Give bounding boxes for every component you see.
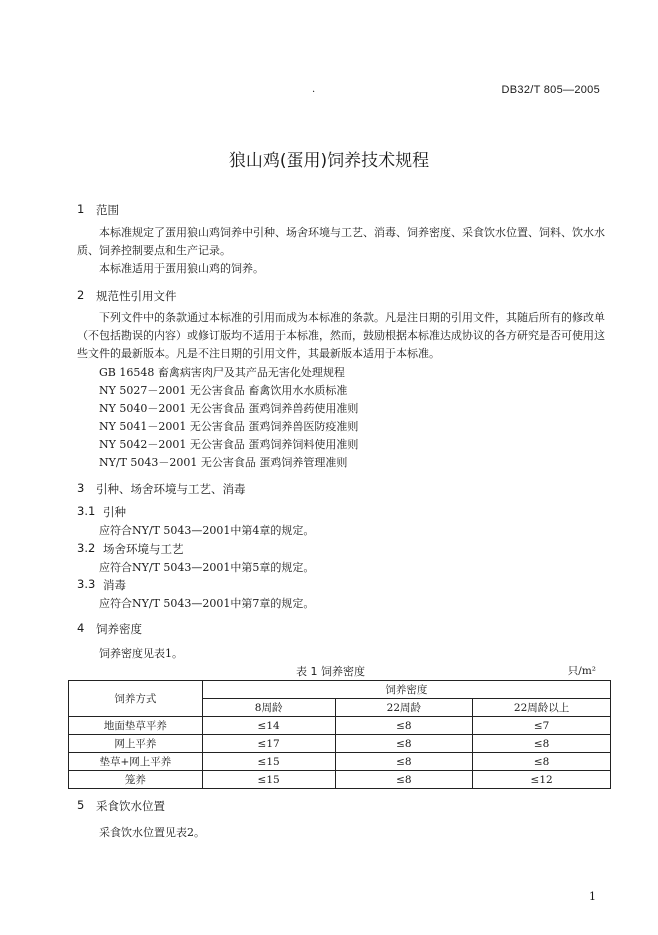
table-header-col: 8周龄 <box>202 699 335 717</box>
table-cell: ≤12 <box>473 771 611 789</box>
section-3-3-text: 应符合NY/T 5043—2001中第7章的规定。 <box>99 597 315 610</box>
section-1-paragraph-1: 本标准规定了蛋用狼山鸡饲养中引种、场舍环境与工艺、消毒、饲养密度、采食饮水位置、饲料、饮水水质、饲养控制要点和生产记录。 <box>77 226 605 257</box>
page-number: 1 <box>589 890 596 903</box>
reference-item: NY/T 5043－2001 无公害食品 蛋鸡饲养管理准则 <box>99 456 348 469</box>
feeding-density-table <box>68 680 611 789</box>
section-3-2-number: 3.2 <box>77 541 96 555</box>
section-3-2-text: 应符合NY/T 5043—2001中第5章的规定。 <box>99 561 315 574</box>
table-cell-method: 网上平养 <box>69 735 203 753</box>
section-2-number: 2 <box>77 288 85 302</box>
reference-item: NY 5041－2001 无公害食品 蛋鸡饲养兽医防疫准则 <box>99 420 359 433</box>
section-2-heading: 规范性引用文件 <box>96 289 177 303</box>
reference-item: NY 5040－2001 无公害食品 蛋鸡饲养兽药使用准则 <box>99 402 359 415</box>
table-cell: ≤17 <box>202 735 335 753</box>
section-3-3-number: 3.3 <box>77 577 96 591</box>
section-5-paragraph: 采食饮水位置见表2。 <box>99 826 205 839</box>
section-3-2-heading: 场舍环境与工艺 <box>103 542 184 556</box>
table-header-method: 饲养方式 <box>69 681 203 717</box>
table-row <box>69 771 611 789</box>
section-3-1-heading: 引种 <box>103 505 126 519</box>
table-cell: ≤15 <box>202 771 335 789</box>
table-cell-method: 笼养 <box>69 771 203 789</box>
table-cell: ≤8 <box>335 735 473 753</box>
table-cell: ≤14 <box>202 717 335 735</box>
table-cell: ≤8 <box>335 717 473 735</box>
table-cell-method: 地面垫草平养 <box>69 717 203 735</box>
section-4-heading: 饲养密度 <box>96 622 142 636</box>
table-header-col: 22周龄以上 <box>473 699 611 717</box>
table-cell: ≤7 <box>473 717 611 735</box>
table-row <box>69 753 611 771</box>
table-cell: ≤8 <box>335 753 473 771</box>
reference-item: GB 16548 畜禽病害肉尸及其产品无害化处理规程 <box>99 366 345 379</box>
table-row <box>69 717 611 735</box>
section-3-heading: 引种、场舍环境与工艺、消毒 <box>96 482 246 496</box>
section-2-paragraph-1: 下列文件中的条款通过本标准的引用而成为本标准的条款。凡是注日期的引用文件，其随后所有的修改单（不包括勘误的内容）或修订版均不适用于本标准，然而，鼓励根据本标准达成协议的各方研究是否可使用这些文件的最新版本。凡是不注日期的引用文件，其最新版本适用于本标准。 <box>77 311 605 360</box>
table-caption: 表 1 饲养密度 <box>296 665 365 678</box>
document-code: DB32/T 805—2005 <box>501 84 600 96</box>
section-1-paragraph-2: 本标准适用于蛋用狼山鸡的饲养。 <box>99 262 264 275</box>
table-cell-method: 垫草+网上平养 <box>69 753 203 771</box>
table-cell: ≤8 <box>473 753 611 771</box>
section-5-heading: 采食饮水位置 <box>96 799 165 813</box>
section-3-1-text: 应符合NY/T 5043—2001中第4章的规定。 <box>99 524 315 537</box>
section-3-number: 3 <box>77 481 85 495</box>
section-1-heading: 范围 <box>96 203 119 217</box>
section-4-paragraph: 饲养密度见表1。 <box>99 647 183 660</box>
table-cell: ≤15 <box>202 753 335 771</box>
table-cell: ≤8 <box>473 735 611 753</box>
table-header-density: 饲养密度 <box>202 681 610 699</box>
reference-item: NY 5042－2001 无公害食品 蛋鸡饲养饲料使用准则 <box>99 438 359 451</box>
section-5-number: 5 <box>77 798 85 812</box>
table-cell: ≤8 <box>335 771 473 789</box>
table-row <box>69 735 611 753</box>
document-title: 狼山鸡(蛋用)饲养技术规程 <box>228 151 430 171</box>
reference-item: NY 5027－2001 无公害食品 畜禽饮用水水质标准 <box>99 384 348 397</box>
section-4-number: 4 <box>77 621 85 635</box>
section-3-3-heading: 消毒 <box>103 578 126 592</box>
table-unit: 只/m² <box>567 665 596 677</box>
table-header-col: 22周龄 <box>335 699 473 717</box>
section-3-1-number: 3.1 <box>77 504 96 518</box>
header-dot: . <box>312 84 316 95</box>
section-1-number: 1 <box>77 202 85 216</box>
